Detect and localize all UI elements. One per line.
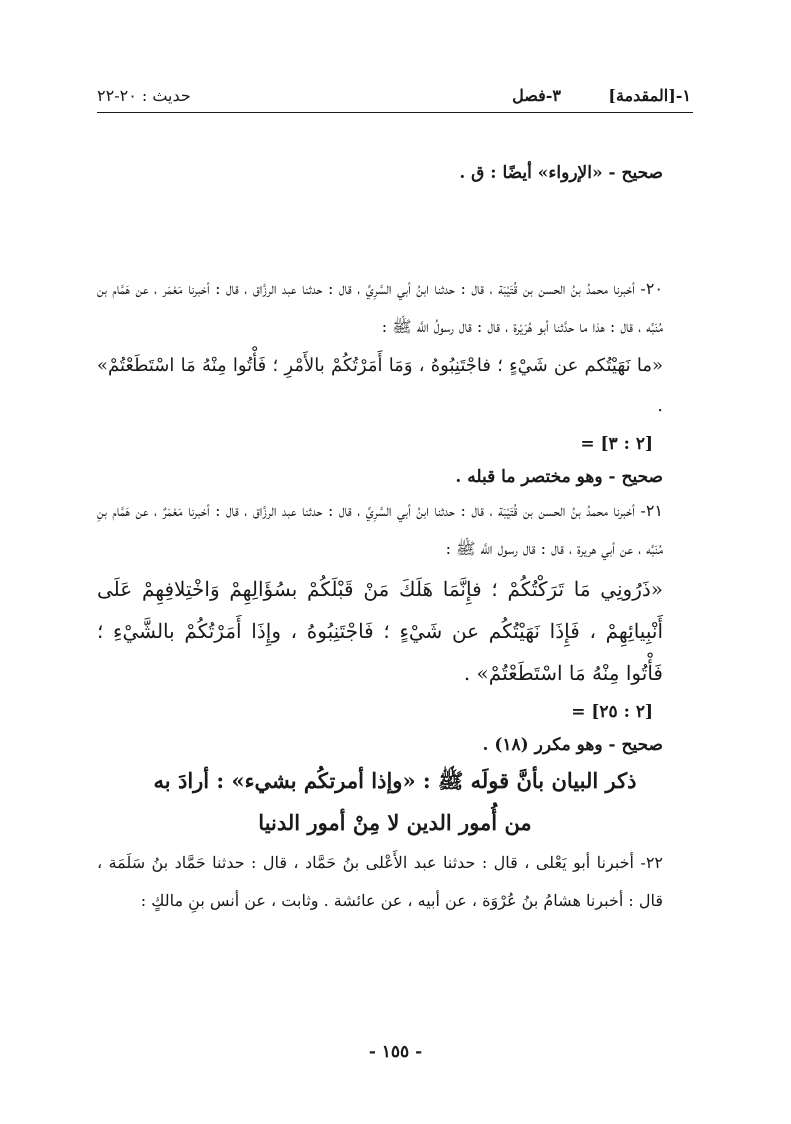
page: [97, 78, 693, 910]
chapter-heading-line1: ذكر البيان بأنَّ قولَه ﷺ : «وإذا أمرتكُم بشيء» : أرادَ به: [153, 768, 637, 793]
hadith-21-ref: = [٢ : ٢٥]: [571, 702, 653, 722]
hadith-21-isnad: ٢١- أخبرنا محمدُ بنُ الحسن بن قُتَيْبَة ، قال : حدثنا ابنُ أبي السَّرِيِّ ، قال : حدثنا عبد الرزَّاق ، قال : أخبرنا مَعْمَرٌ ، عن هَمَّام بنِ مُنَبِّه ، عن أبي هريرة ، قال : قال رسول اللَّه ﷺ :: [97, 501, 663, 558]
header-chapter: ٣-فصل: [512, 86, 561, 105]
page-body: [97, 270, 693, 920]
hadith-21-text: «ذَرُونِي مَا تَرَكْتُكُمْ ؛ فإِنَّمَا هَلَكَ مَنْ قَبْلَكُمْ بسُؤَالِهِمْ وَاخْتِلافِهِمْ عَلَى أَنْبِيائِهِمْ ، فَإِذَا نَهَيْتُكُم عن شَيْءٍ ؛ فَاجْتَنِبُوهُ ، وإِذَا أَمَرْتُكُمْ بالشَّيْءِ ؛ فَأْتُوا مِنْهُ مَا اسْتَطَعْتُمْ» .: [97, 577, 663, 685]
chapter-heading-line2: من أُمور الدين لا مِنْ أمور الدنيا: [258, 810, 532, 835]
header-section: ١-[المقدمة]: [608, 86, 691, 105]
grade-top: صحيح - «الإرواء» أيضًا : ق .: [459, 163, 663, 183]
header-hadith-range: حديث : ٢٠-٢٢: [97, 86, 191, 105]
hadith-20-grade: صحيح - وهو مختصر ما قبله .: [455, 467, 663, 487]
hadith-20-ref: = [٢ : ٣]: [580, 434, 653, 454]
hadith-22-isnad: ٢٢- أخبرنا أبو يَعْلى ، قال : حدثنا عبد الأَعْلى بنُ حَمَّاد ، قال : حدثنا حَمَّاد بنُ سَلَمَة ، قال : أخبرنا هشامُ بنُ عُرْوَة ، عن أبيه ، عن عائشة . وثابت ، عن أنس بنِ مالكٍ :: [97, 853, 663, 910]
hadith-21-grade: صحيح - وهو مكرر (١٨) .: [482, 735, 663, 755]
running-head: [97, 78, 693, 113]
hadith-20-text: «ما نَهَيْتُكم عن شَيْءٍ ؛ فاجْتَنِبُوهُ ، وَمَا أَمَرْتُكُمْ بالأَمْرِ ؛ فَأْتُوا مِنْهُ مَا اسْتَطَعْتُمْ» .: [97, 355, 663, 416]
hadith-20-isnad: ٢٠- أخبرنا محمدُ بنُ الحسن بن قُتَيْبَة ، قال : حدثنا ابنُ أبي السَّرِيِّ ، قال : حدثنا عبد الرزَّاق ، قال : أخبرنا مَعْمَر ، عن هَمَّام بن مُنَبِّه ، قال : هذا ما حدَّثنا أبو هُرَيْرة ، قال : قال رسولُ اللَّه ﷺ :: [97, 279, 663, 336]
page-number: - ١٥٥ -: [368, 1042, 423, 1062]
